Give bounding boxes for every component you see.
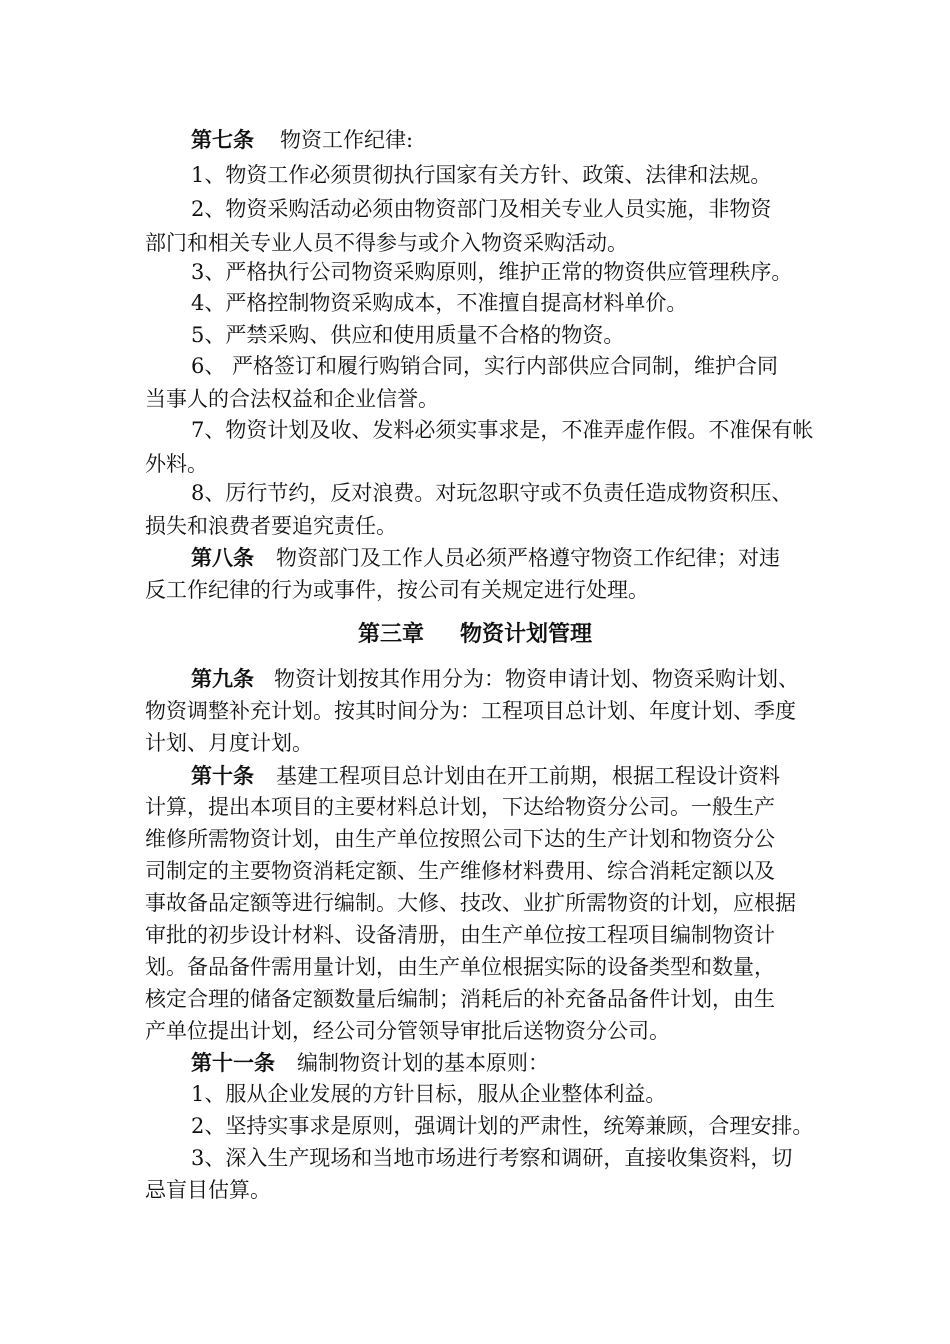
article-7-item: 8、厉行节约，反对浪费。对玩忽职守或不负责任造成物资积压、 xyxy=(191,481,793,505)
article-7-heading xyxy=(191,129,413,151)
article-7-item-continued: 外料。 xyxy=(145,452,208,476)
chapter-3-heading xyxy=(358,623,592,645)
article-7-item: 7、物资计划及收、发料必须实事求是，不准弄虚作假。不准保有帐 xyxy=(191,418,814,442)
article-7-item: 1、物资工作必须贯彻执行国家有关方针、政策、法律和法规。 xyxy=(191,163,772,187)
article-10-text-continued: 划。备品备件需用量计划，由生产单位根据实际的设备类型和数量， xyxy=(145,955,775,979)
article-9-text-continued: 物资调整补充计划。按其时间分为：工程项目总计划、年度计划、季度 xyxy=(145,699,796,723)
article-8-text-continued: 反工作纪律的行为或事件，按公司有关规定进行处理。 xyxy=(145,578,649,602)
article-8-text: 物资部门及工作人员必须严格遵守物资工作纪律；对违 xyxy=(276,546,780,570)
article-9-label: 第九条 xyxy=(191,666,254,691)
article-10-paragraph xyxy=(191,765,780,787)
article-7-item-continued: 部门和相关专业人员不得参与或介入物资采购活动。 xyxy=(145,231,628,255)
article-7-title: 物资工作纪律: xyxy=(280,128,414,152)
article-11-heading xyxy=(191,1052,549,1074)
article-10-text-continued: 审批的初步设计材料、设备清册，由生产单位按工程项目编制物资计 xyxy=(145,923,775,947)
article-7-item: 5、严禁采购、供应和使用质量不合格的物资。 xyxy=(191,323,625,347)
article-7-item-continued: 损失和浪费者要追究责任。 xyxy=(145,514,397,538)
article-10-text-continued: 维修所需物资计划，由生产单位按照公司下达的生产计划和物资分公 xyxy=(145,827,775,851)
article-11-item-continued: 忌盲目估算。 xyxy=(145,1178,271,1202)
article-11-item: 1、服从企业发展的方针目标，服从企业整体利益。 xyxy=(191,1082,667,1106)
article-7-item: 6、 严格签订和履行购销合同，实行内部供应合同制，维护合同 xyxy=(191,354,779,378)
article-7-item: 2、物资采购活动必须由物资部门及相关专业人员实施，非物资 xyxy=(191,197,772,221)
chapter-3-number: 第三章 xyxy=(358,621,425,647)
article-10-text-continued: 计算，提出本项目的主要材料总计划，下达给物资分公司。一般生产 xyxy=(145,795,775,819)
article-10-text-continued: 事故备品定额等进行编制。大修、技改、业扩所需物资的计划，应根据 xyxy=(145,891,796,915)
article-11-title: 编制物资计划的基本原则： xyxy=(297,1051,549,1075)
chapter-3-title: 物资计划管理 xyxy=(460,621,593,647)
article-10-text-continued: 核定合理的储备定额数量后编制；消耗后的补充备品备件计划，由生 xyxy=(145,987,775,1011)
article-9-paragraph xyxy=(191,668,799,690)
article-7-label: 第七条 xyxy=(191,127,254,152)
article-9-text: 物资计划按其作用分为：物资申请计划、物资采购计划、 xyxy=(274,667,799,691)
article-11-label: 第十一条 xyxy=(191,1050,275,1075)
article-8-label: 第八条 xyxy=(191,545,254,570)
article-8-paragraph xyxy=(191,547,780,569)
article-11-item: 2、坚持实事求是原则，强调计划的严肃性，统筹兼顾，合理安排。 xyxy=(191,1114,814,1138)
article-11-item: 3、深入生产现场和当地市场进行考察和调研，直接收集资料，切 xyxy=(191,1146,793,1170)
article-7-item: 4、严格控制物资采购成本，不准擅自提高材料单价。 xyxy=(191,291,688,315)
article-10-text-continued: 司制定的主要物资消耗定额、生产维修材料费用、综合消耗定额以及 xyxy=(145,859,775,883)
article-9-text-continued: 计划、月度计划。 xyxy=(145,731,313,755)
article-7-item-continued: 当事人的合法权益和企业信誉。 xyxy=(145,387,439,411)
article-10-text-continued: 产单位提出计划，经公司分管领导审批后送物资分公司。 xyxy=(145,1019,670,1043)
article-10-label: 第十条 xyxy=(191,763,254,788)
article-7-item: 3、严格执行公司物资采购原则，维护正常的物资供应管理秩序。 xyxy=(191,260,793,284)
article-10-text: 基建工程项目总计划由在开工前期，根据工程设计资料 xyxy=(276,764,780,788)
